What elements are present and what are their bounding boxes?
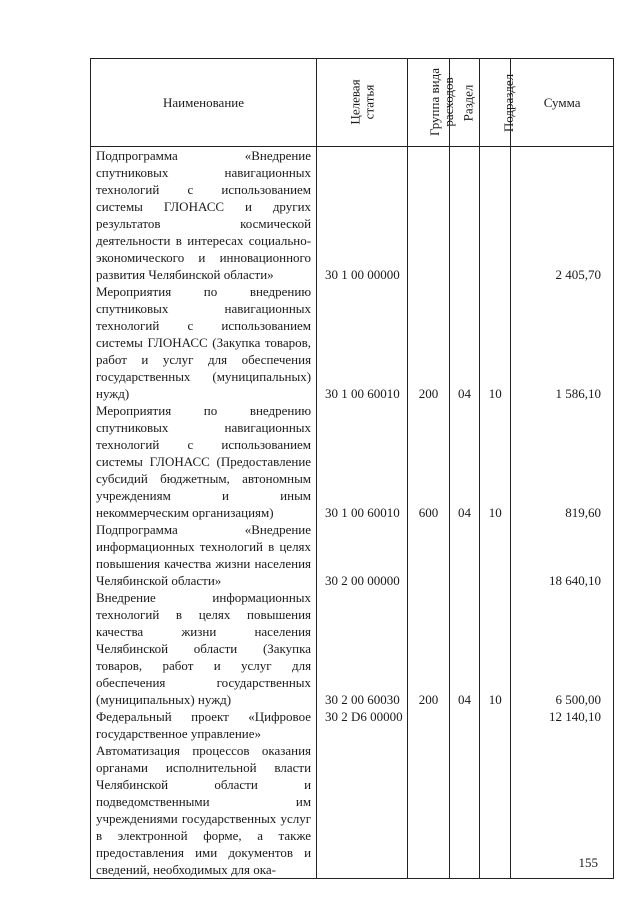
page-number: 155 — [578, 855, 598, 870]
table-row — [91, 402, 614, 521]
row-sum: 18 640,10 — [511, 521, 614, 589]
header-section: Раздел — [449, 59, 480, 147]
row-name: Федеральный проект «Цифровое государственное управление» — [91, 708, 317, 742]
row-name: Мероприятия по внедрению спутниковых навигационных технологий с использованием системы ГЛОНАСС (Закупка товаров, работ и услуг для обеспечения государственных (муниципальных) нужд) — [91, 283, 317, 402]
table-row — [91, 742, 614, 879]
row-section — [449, 521, 480, 589]
row-group — [408, 742, 449, 879]
row-subsection — [480, 521, 511, 589]
row-section — [449, 742, 480, 879]
row-subsection — [480, 147, 511, 284]
row-subsection: 10 — [480, 589, 511, 708]
row-sum: 12 140,10 — [511, 708, 614, 742]
row-group: 200 — [408, 283, 449, 402]
table-row — [91, 147, 614, 284]
row-subsection — [480, 708, 511, 742]
header-sum: Сумма — [511, 59, 614, 147]
row-section: 04 — [449, 589, 480, 708]
budget-table — [90, 58, 614, 879]
header-name: Наименование — [91, 59, 317, 147]
row-subsection — [480, 742, 511, 879]
row-code — [317, 742, 408, 879]
table-row — [91, 283, 614, 402]
row-code: 30 1 00 60010 — [317, 283, 408, 402]
row-sum: 6 500,00 — [511, 589, 614, 708]
row-group: 200 — [408, 589, 449, 708]
table-row — [91, 521, 614, 589]
table-row — [91, 589, 614, 708]
row-group: 600 — [408, 402, 449, 521]
table-header-row — [91, 59, 614, 147]
row-section: 04 — [449, 283, 480, 402]
row-sum: 2 405,70 — [511, 147, 614, 284]
row-group — [408, 521, 449, 589]
row-name: Подпрограмма «Внедрение информационных технологий в целях повышения качества жизни населения Челябинской области» — [91, 521, 317, 589]
row-name: Мероприятия по внедрению спутниковых навигационных технологий с использованием системы ГЛОНАСС (Предоставление субсидий бюджетным, автономным учреждениям и иным некоммерческим организациям) — [91, 402, 317, 521]
row-code: 30 2 00 00000 — [317, 521, 408, 589]
row-name: Автоматизация процессов оказания органами исполнительной власти Челябинской области и подведомственными им учреждениями государственных услуг в электронной форме, а также предоставления ими документов и сведений, необходимых для ока- — [91, 742, 317, 879]
row-name: Подпрограмма «Внедрение спутниковых навигационных технологий с использованием системы ГЛОНАСС и других результатов космической деятельности в интересах социально-экономического и инновационного развития Челябинской области» — [91, 147, 317, 284]
row-subsection: 10 — [480, 283, 511, 402]
row-section: 04 — [449, 402, 480, 521]
row-sum: 819,60 — [511, 402, 614, 521]
row-subsection: 10 — [480, 402, 511, 521]
row-sum: 1 586,10 — [511, 283, 614, 402]
row-code: 30 1 00 00000 — [317, 147, 408, 284]
row-name: Внедрение информационных технологий в целях повышения качества жизни населения Челябинской области (Закупка товаров, работ и услуг для обеспечения государственных (муниципальных) нужд) — [91, 589, 317, 708]
row-group — [408, 147, 449, 284]
row-section — [449, 708, 480, 742]
row-code: 30 2 D6 00000 — [317, 708, 408, 742]
header-subsection: Подраздел — [480, 59, 511, 147]
header-code: Целевая статья — [317, 59, 408, 147]
row-code: 30 2 00 60030 — [317, 589, 408, 708]
row-code: 30 1 00 60010 — [317, 402, 408, 521]
row-section — [449, 147, 480, 284]
row-group — [408, 708, 449, 742]
table-row — [91, 708, 614, 742]
header-group: Группа вида расходов — [408, 59, 449, 147]
row-sum — [511, 742, 614, 879]
